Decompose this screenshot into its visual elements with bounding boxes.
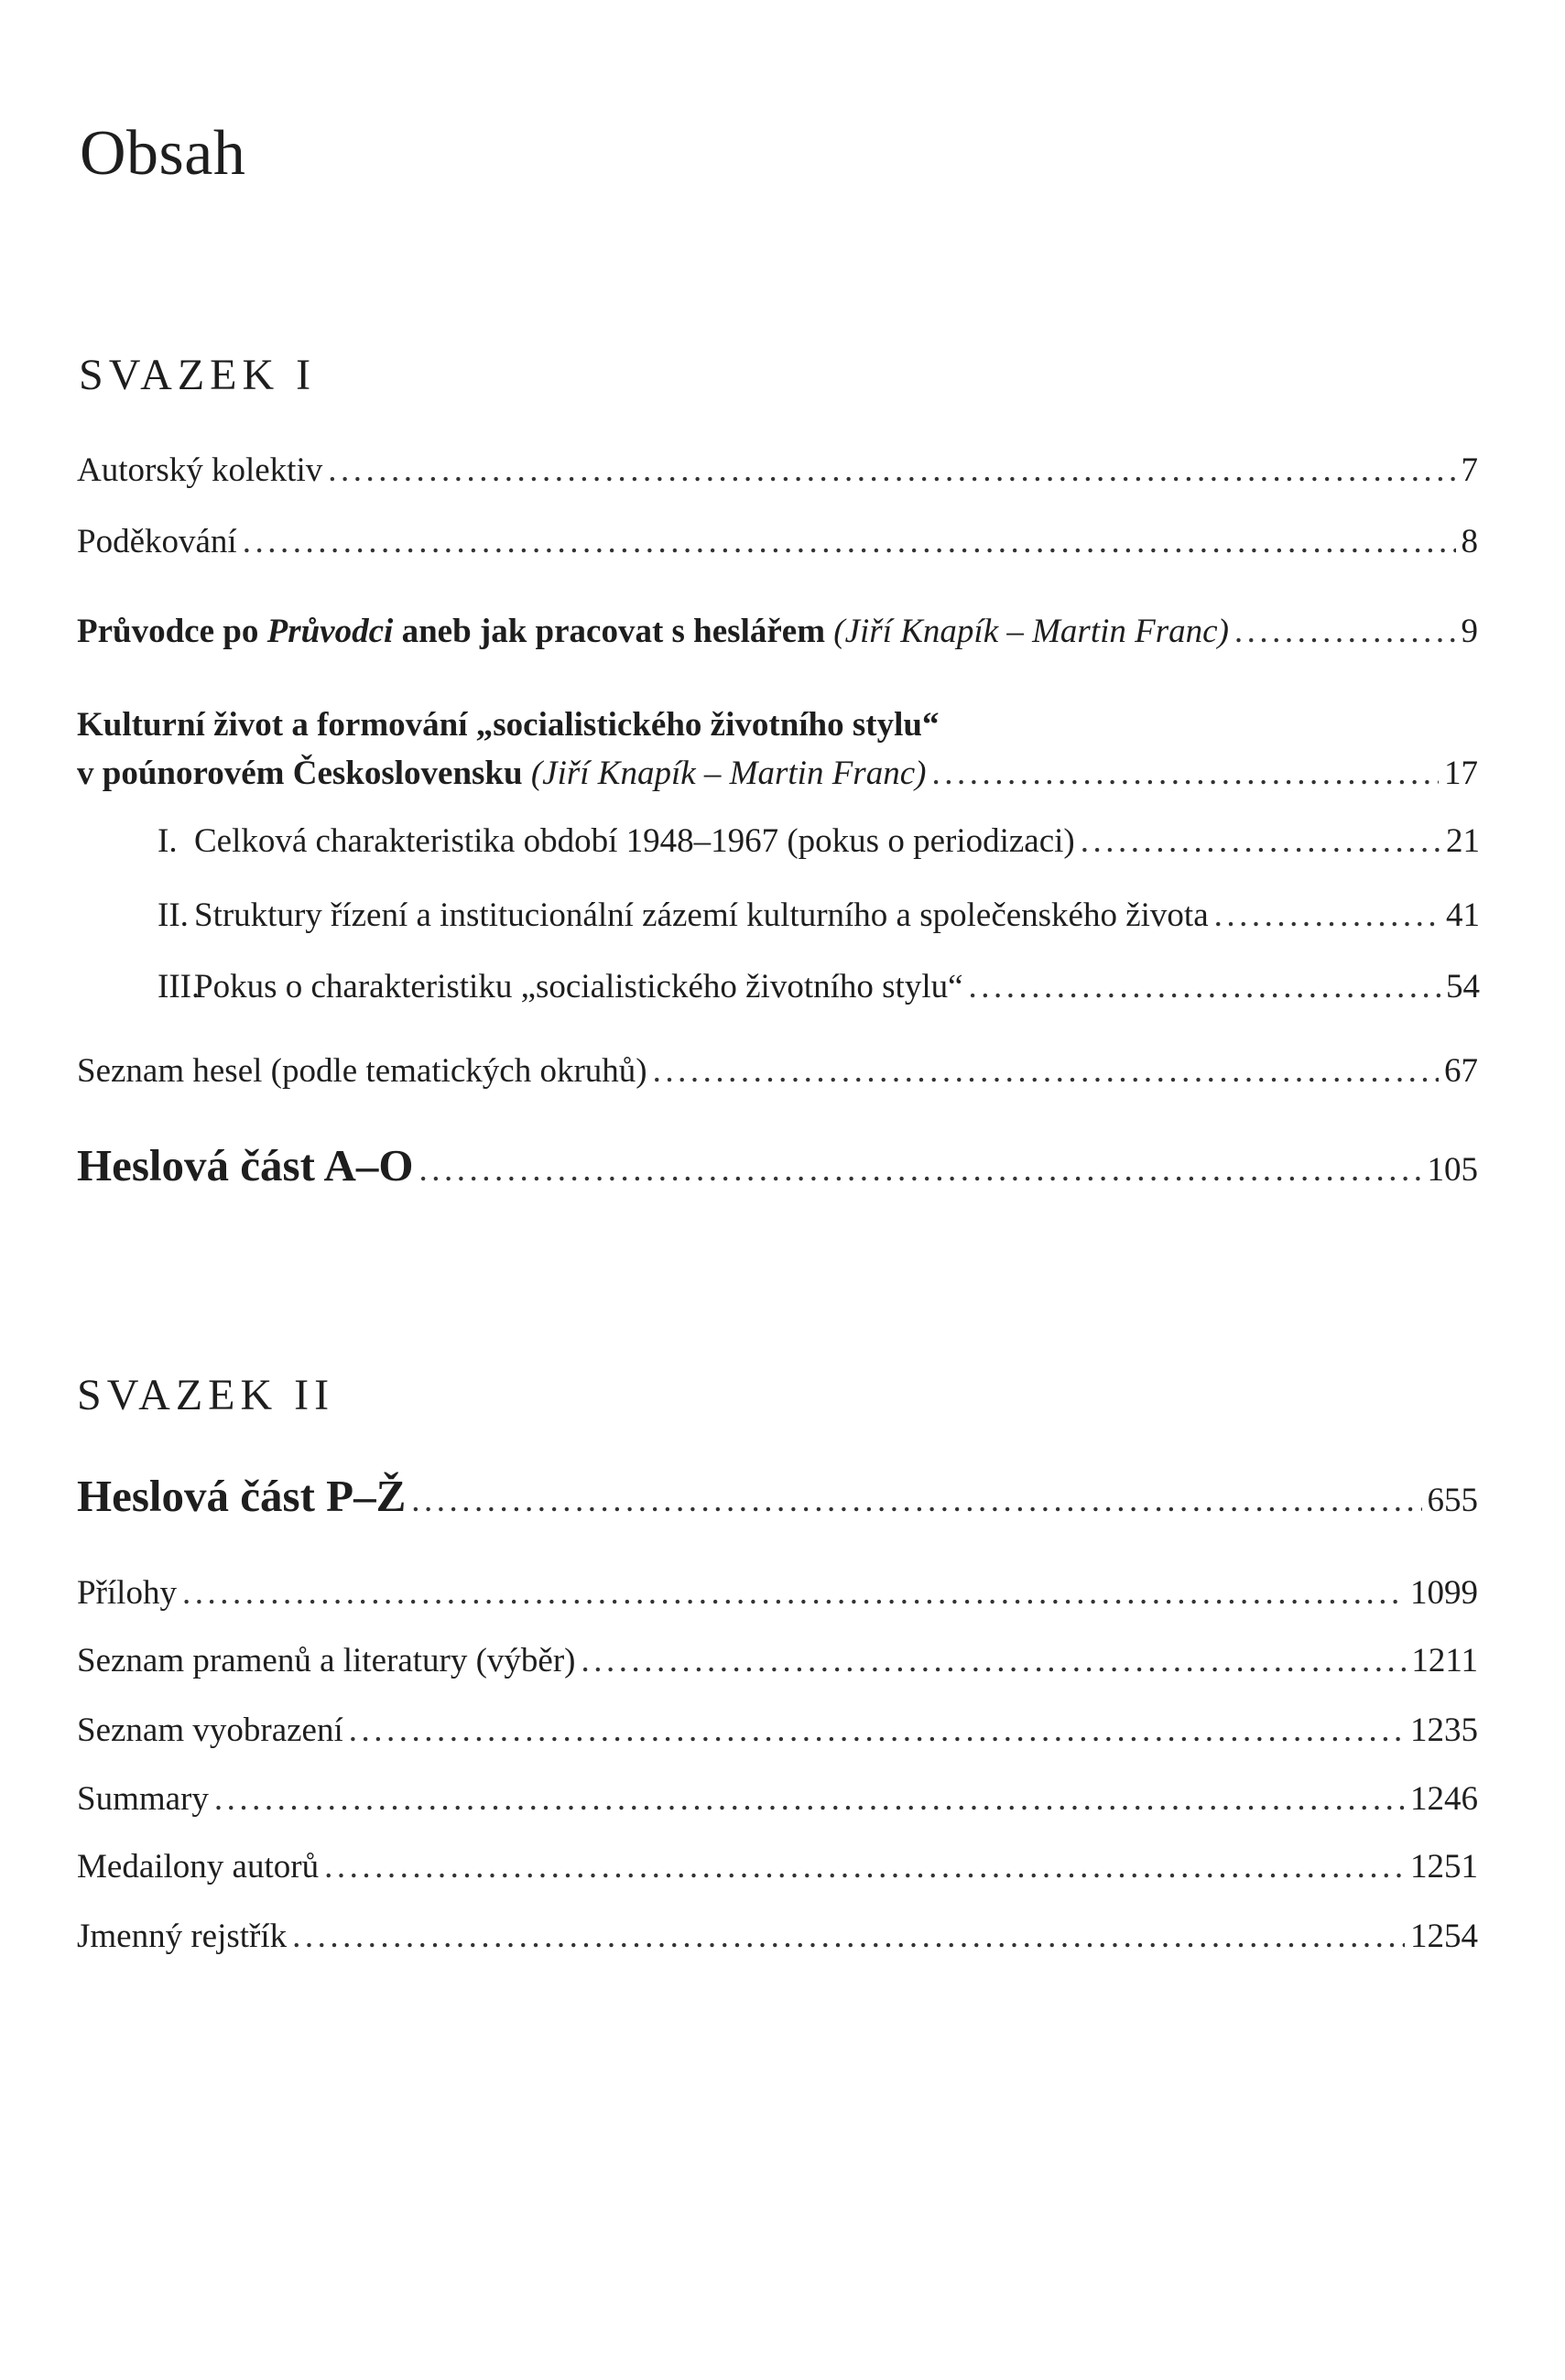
toc-entry-label: Medailony autorů <box>77 1848 320 1886</box>
toc-entry-page: 67 <box>1444 1052 1478 1090</box>
leader-dots <box>1234 612 1456 651</box>
leader-dots <box>349 1711 1405 1750</box>
culture-title-line1: Kulturní život a formování „socialistického životního stylu“ <box>77 706 940 744</box>
toc-entry-label <box>158 967 963 1006</box>
toc-entry-label <box>77 612 1229 651</box>
chapter-number: III. <box>158 968 201 1005</box>
toc-entry-part-p[interactable] <box>77 1470 1478 1522</box>
toc-entry-name-index[interactable] <box>77 1917 1478 1956</box>
toc-entry-label: Seznam hesel (podle tematických okruhů) <box>77 1052 647 1090</box>
toc-entry-label <box>158 896 1209 935</box>
volume-1-heading: SVAZEK I <box>79 351 317 399</box>
toc-entry-appendices[interactable] <box>77 1573 1478 1613</box>
toc-entry-page: 54 <box>1446 968 1480 1005</box>
toc-entry-page: 1251 <box>1410 1848 1478 1886</box>
toc-entry-label: Seznam pramenů a literatury (výběr) <box>77 1642 576 1679</box>
toc-entry-label: Heslová část P–Ž <box>77 1471 407 1521</box>
culture-title-line2: v poúnorovém Československu <box>77 755 531 792</box>
toc-entry-label: Autorský kolektiv <box>77 451 323 489</box>
leader-dots <box>182 1573 1405 1613</box>
leader-dots <box>411 1481 1421 1520</box>
toc-chapter-1[interactable] <box>158 821 1480 861</box>
toc-entry-label: Summary <box>77 1780 209 1818</box>
toc-entry-label: Heslová část A–O <box>77 1140 414 1190</box>
toc-entry-label: Jmenný rejstřík <box>77 1918 288 1955</box>
toc-entry-part-a[interactable] <box>77 1139 1478 1191</box>
chapter-title: Celková charakteristika období 1948–1967 (pokus o periodizaci) <box>194 822 1075 860</box>
chapter-number: II. <box>158 897 189 934</box>
toc-entry-illustrations[interactable] <box>77 1711 1478 1750</box>
toc-entry-author-profiles[interactable] <box>77 1847 1478 1886</box>
leader-dots <box>581 1641 1407 1680</box>
toc-entry-label <box>77 754 926 793</box>
leader-dots <box>328 451 1455 490</box>
page-title: Obsah <box>80 118 246 189</box>
toc-entry-authors[interactable] <box>77 451 1478 490</box>
toc-entry-label: Přílohy <box>77 1574 177 1612</box>
toc-entry-guide[interactable] <box>77 612 1478 651</box>
guide-title-part1: Průvodce po <box>77 613 267 650</box>
toc-entry-page: 1211 <box>1411 1642 1478 1679</box>
toc-chapter-2[interactable] <box>158 896 1480 935</box>
toc-entry-page: 7 <box>1461 451 1478 489</box>
toc-entry-label: Seznam vyobrazení <box>77 1712 343 1749</box>
volume-2-heading: SVAZEK II <box>77 1371 335 1419</box>
toc-entry-page: 1235 <box>1410 1712 1478 1749</box>
toc-entry-page: 1099 <box>1410 1574 1478 1612</box>
leader-dots <box>418 1150 1421 1190</box>
toc-entry-sources[interactable] <box>77 1641 1478 1680</box>
chapter-title: Pokus o charakteristiku „socialistického životního stylu“ <box>194 968 963 1005</box>
chapter-number: I. <box>158 822 178 860</box>
leader-dots <box>214 1779 1405 1819</box>
toc-entry-summary[interactable] <box>77 1779 1478 1819</box>
toc-entry-page: 17 <box>1444 755 1478 792</box>
leader-dots <box>931 754 1439 793</box>
toc-entry-label: Poděkování <box>77 523 237 560</box>
guide-title-italic: Průvodci <box>266 613 394 650</box>
leader-dots <box>653 1051 1439 1091</box>
toc-entry-page: 1246 <box>1410 1780 1478 1818</box>
leader-dots <box>292 1917 1405 1956</box>
toc-entry-label <box>158 821 1075 861</box>
toc-entry-page: 8 <box>1461 523 1478 560</box>
guide-title-part2: aneb jak pracovat s heslářem <box>393 613 834 650</box>
toc-entry-index-list[interactable] <box>77 1051 1478 1091</box>
toc-entry-page: 655 <box>1427 1482 1478 1519</box>
toc-entry-culture-line2[interactable] <box>77 754 1478 793</box>
toc-entry-culture[interactable] <box>77 705 1478 744</box>
toc-entry-page: 9 <box>1461 613 1478 650</box>
leader-dots <box>324 1847 1405 1886</box>
guide-authors: (Jiří Knapík – Martin Franc) <box>833 613 1229 650</box>
toc-entry-page: 41 <box>1446 897 1480 934</box>
leader-dots <box>969 967 1440 1006</box>
toc-entry-page: 21 <box>1446 822 1480 860</box>
culture-authors: (Jiří Knapík – Martin Franc) <box>530 755 927 792</box>
leader-dots <box>1081 821 1440 861</box>
chapter-title: Struktury řízení a institucionální zázemí kulturního a společenského života <box>194 897 1209 934</box>
toc-entry-page: 1254 <box>1410 1918 1478 1955</box>
leader-dots <box>243 522 1456 561</box>
toc-entry-acknowledgements[interactable] <box>77 522 1478 561</box>
toc-chapter-3[interactable] <box>158 967 1480 1006</box>
toc-entry-page: 105 <box>1427 1151 1478 1189</box>
leader-dots <box>1214 896 1440 935</box>
